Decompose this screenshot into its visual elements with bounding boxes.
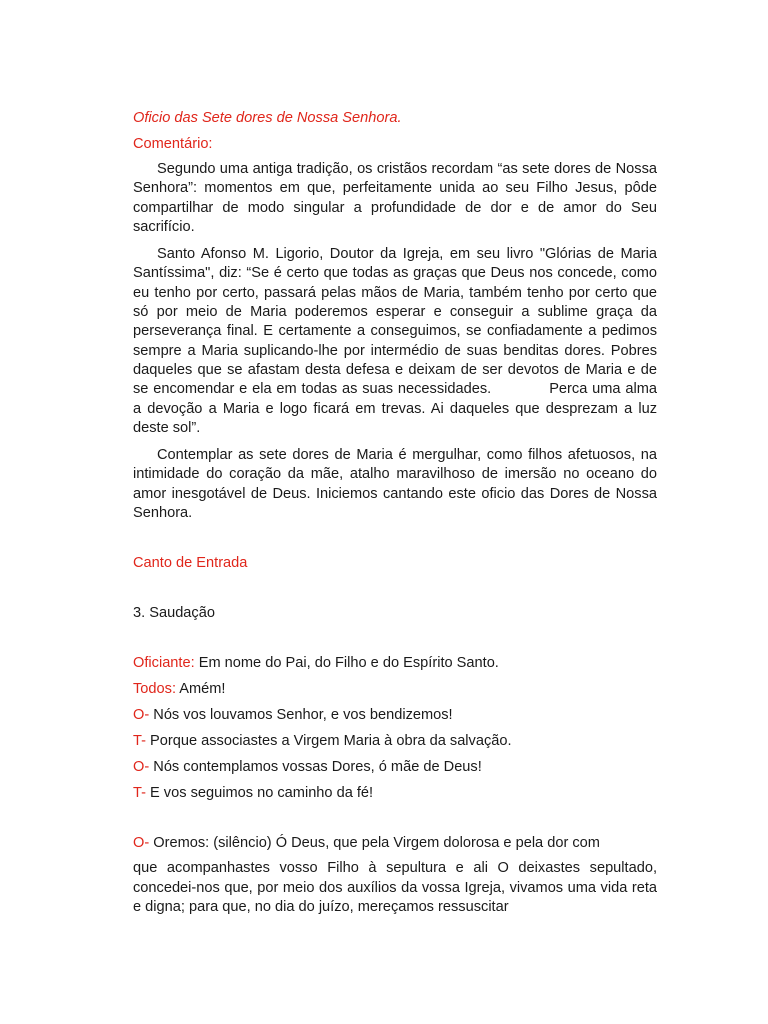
dialogue-text: Porque associastes a Virgem Maria à obra da salvação. (145, 733, 512, 750)
prayer-continuation: que acompanhastes vosso Filho à sepultura e ali O deixastes sepultado, concedei-nos que, por meio dos auxílios da vossa Igreja, vivamos uma vida reta e digna; para que, no dia do juízo, mereçamos ressuscitar (133, 860, 657, 915)
dialogue-speaker: O- (133, 707, 150, 724)
canto-heading: Canto de Entrada (133, 555, 248, 572)
dialogue-speaker: Todos: (133, 681, 176, 698)
dialogue-text: Em nome do Pai, do Filho e do Espírito Santo. (194, 655, 499, 672)
saudacao-heading: 3. Saudação (133, 605, 215, 622)
paragraph-ligorio-part1: Santo Afonso M. Ligorio, Doutor da Igreja, em seu livro "Glórias de Maria Santíssima", diz: “Se é certo que todas as graças que Deus nos concede, como eu tenho por certo, passará pelas mãos de Maria, também tenho por certo que só por meio de Maria poderemos esperar e conseguir a sublime graça da perseverança final. E certamente a conseguimos, se confiadamente a pedimos sempre a Maria suplicando-lhe por intermédio de suas benditas dores. Pobres daqueles que se afastam desta defesa e deixam de ser devotos de Maria e de se encomendar e ela em todas as suas necessidades. (133, 246, 657, 398)
dialogue-text: E vos seguimos no caminho da fé! (145, 785, 374, 802)
dialogue-text: Amém! (176, 681, 226, 698)
paragraph-tradition: Segundo uma antiga tradição, os cristãos recordam “as sete dores de Nossa Senhora”: momentos em que, perfeitamente unida ao seu Filho Jesus, pôde compartilhar de modo singular a profundidade de dor e de amor do Seu sacrifício. (133, 161, 657, 235)
comment-heading: Comentário: (133, 136, 213, 152)
dialogue-text: Nós vos louvamos Senhor, e vos bendizemos! (149, 707, 453, 724)
dialogue-speaker: Oficiante: (133, 655, 195, 672)
dialogue-line (133, 705, 657, 725)
prayer-first-text: Oremos: (silêncio) Ó Deus, que pela Virgem dolorosa e pela dor com (149, 835, 600, 852)
dialogue-line (133, 757, 657, 777)
dialogue-line (133, 679, 657, 699)
dialogue-line (133, 653, 657, 673)
paragraph-ligorio-part2: Perca uma alma a devoção a Maria e logo ficará em trevas. Ai daqueles que desprezam a luz deste sol”. (133, 381, 657, 436)
prayer-first-line (133, 833, 657, 853)
document-title: Oficio das Sete dores de Nossa Senhora. (133, 110, 402, 126)
paragraph-contemplate: Contemplar as sete dores de Maria é mergulhar, como filhos afetuosos, na intimidade do coração da mãe, atalho maravilhoso de imersão no oceano do amor inesgotável de Deus. Iniciemos cantando este oficio das Dores de Nossa Senhora. (133, 447, 657, 522)
dialogue-line (133, 783, 657, 803)
document-page (133, 108, 657, 917)
prayer-speaker: O- (133, 835, 150, 852)
dialogue-text: Nós contemplamos vossas Dores, ó mãe de Deus! (149, 759, 482, 776)
dialogue-speaker: T- (133, 733, 146, 750)
dialogue-line (133, 731, 657, 751)
dialogue-speaker: T- (133, 785, 146, 802)
dialogue-speaker: O- (133, 759, 150, 776)
paragraph-ligorio (133, 245, 657, 438)
